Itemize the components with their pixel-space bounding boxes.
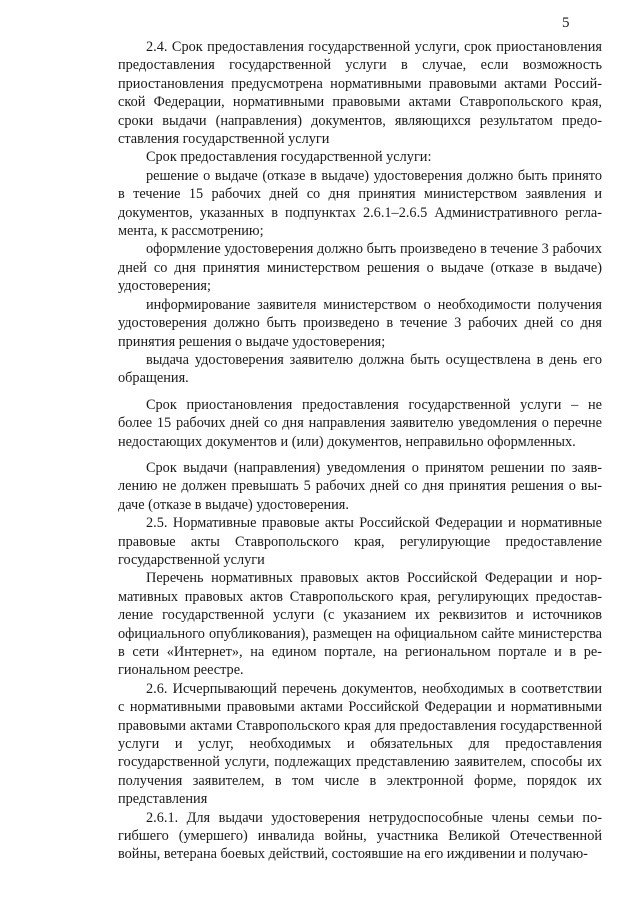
service-term-intro: Срок предоставления государственной услуги: <box>146 149 432 166</box>
section-2-5-heading: 2.5. Нормативные правовые акты Российской Федерации и нормативные правовые акты Ставропольского края, регулирующие предоставление государственной услуги <box>118 515 602 568</box>
issuance-term-item: оформление удостоверения должно быть произведено в течение 3 рабочих дней со дня принятия министерством решения о выдаче (отказе в выдаче) удостоверения; <box>118 241 602 295</box>
section-2-4-heading: 2.4. Срок предоставления государственной услуги, срок приостановления предоставления государственной услуги в случае, если возможность приостановления предусмотрена нормативными правовыми актами Российской Федерации, нормативными правовыми актами Ставропольского края, сроки выдачи (направления) документов, являющихся результатом предоставления государственной услуги <box>118 39 602 148</box>
page-number: 5 <box>562 15 570 31</box>
notification-term-item: информирование заявителя министерством о необходимости получения удостоверения должно быть произведено в течение 3 рабочих дней со дня принятия решения о выдаче удостоверения; <box>118 296 602 350</box>
notice-issuance-term-paragraph: Срок выдачи (направления) уведомления о принятом решении по заявлению не должен превышать 5 рабочих дней со дня принятия решения о выдаче (отказе в выдаче) удостоверения. <box>118 459 602 513</box>
suspension-term-paragraph: Срок приостановления предоставления государственной услуги – не более 15 рабочих дней со дня направления заявителю уведомления о перечне недостающих документов и (или) документов, неправильно оформленных. <box>118 396 602 450</box>
delivery-term-item: выдача удостоверения заявителю должна быть осуществлена в день его обращения. <box>118 351 602 387</box>
regulatory-acts-paragraph: Перечень нормативных правовых актов Российской Федерации и нормативных правовых актов Ставропольского края, регулирующих предоставление государственной услуги (с указанием их реквизитов и источников официального опубликования), размещен на официальном сайте министерства в сети «Интернет», на едином портале, на региональном портале и в региональном реестре. <box>118 570 602 679</box>
section-2-6-1-paragraph: 2.6.1. Для выдачи удостоверения нетрудоспособные члены семьи погибшего (умершего) инвалида войны, участника Великой Отечественной войны, ветерана боевых действий, состоявшие на его иждивении и получаю- <box>118 809 602 863</box>
decision-term-item: решение о выдаче (отказе в выдаче) удостоверения должно быть принято в течение 15 рабочих дней со дня принятия министерством заявления и документов, указанных в подпунктах 2.6.1–2.6.5 Административного регламента, к рассмотрению; <box>118 167 602 240</box>
document-body <box>118 38 602 864</box>
section-2-6-heading: 2.6. Исчерпывающий перечень документов, необходимых в соответствии с нормативными правовыми актами Российской Федерации и нормативными правовыми актами Ставропольского края для предоставления государственной услуги и услуг, необходимых и обязательных для предоставления государственной услуги, подлежащих представлению заявителем, способы их получения заявителем, в том числе в электронной форме, порядок их представления <box>118 680 602 808</box>
